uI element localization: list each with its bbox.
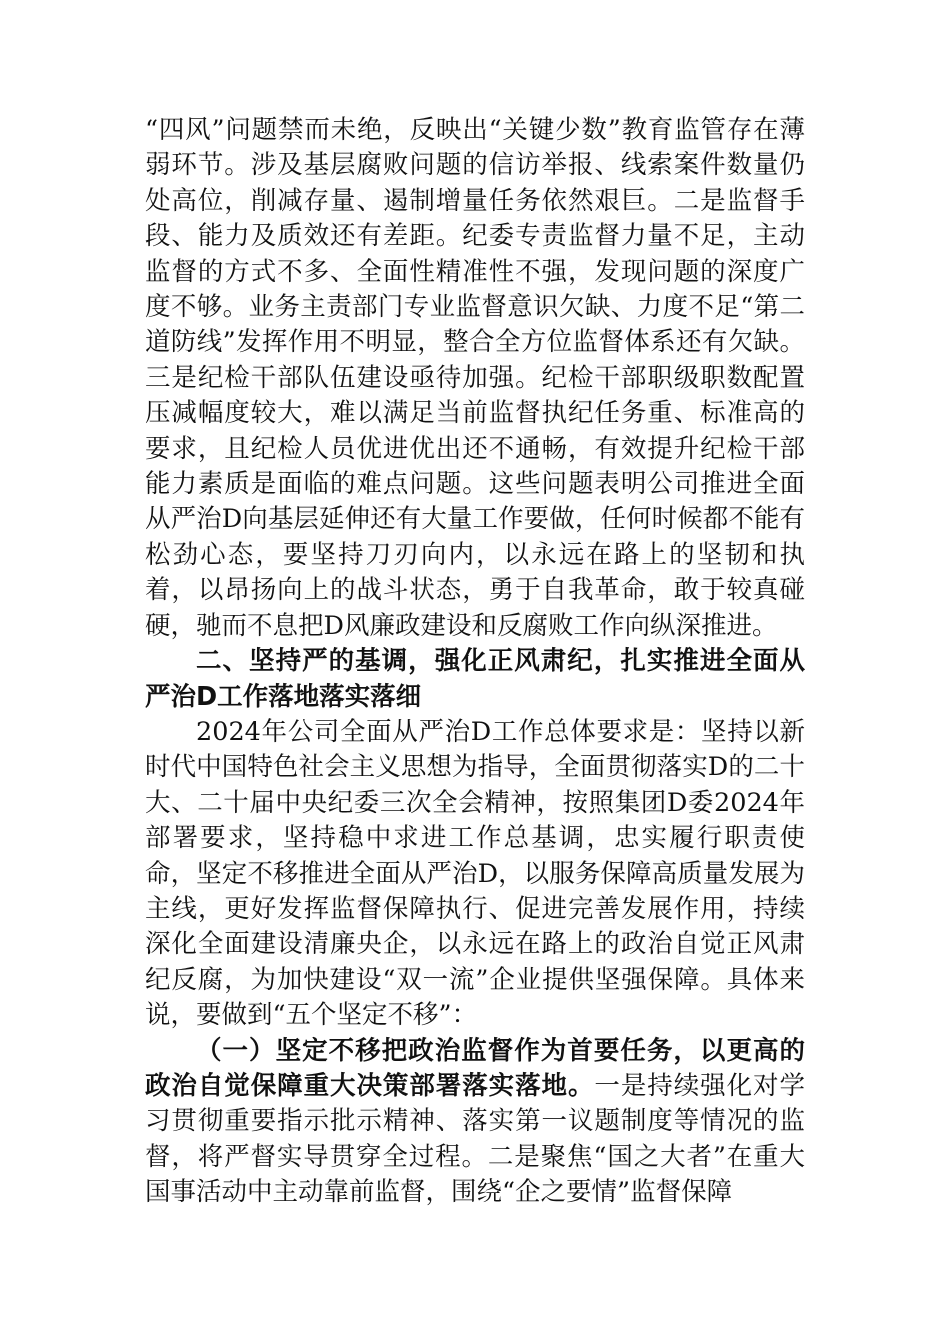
- body-paragraph: 2024年公司全面从严治D工作总体要求是：坚持以新时代中国特色社会主义思想为指导，全面贯彻落实D的二十大、二十届中央纪委三次全会精神，按照集团D委2024年部署要求，坚持稳中求进工作总基调，忠实履行职责使命，坚定不移推进全面从严治D，以服务保障高质量发展为主线，更好发挥监督保障执行、促进完善发展作用，持续深化全面建设清廉央企，以永远在路上的政治自觉正风肃纪反腐，为加快建设“双一流”企业提供坚强保障。具体来说，要做到“五个坚定不移”：: [145, 716, 805, 1031]
- subsection-lead: （一）坚定不移把政治监督作为首要任务，以更高的政治自觉保障重大决策部署落实落地。: [145, 1035, 805, 1101]
- document-body: [145, 113, 805, 1211]
- subsection-body: 一是持续强化对学习贯彻重要指示批示精神、落实第一议题制度等情况的监督，将严督实导贯穿全过程。二是聚焦“国之大者”在重大国事活动中主动靠前监督，围绕“企之要情”监督保障: [145, 1070, 805, 1208]
- body-paragraph: [145, 1034, 805, 1211]
- section-heading: 二、坚持严的基调，强化正风肃纪，扎实推进全面从严治D工作落地落实落细: [145, 646, 805, 712]
- body-paragraph: “四风”问题禁而未绝，反映出“关键少数”教育监管存在薄弱环节。涉及基层腐败问题的信访举报、线索案件数量仍处高位，削减存量、遏制增量任务依然艰巨。二是监督手段、能力及质效还有差距。纪委专责监督力量不足，主动监督的方式不多、全面性精准性不强，发现问题的深度广度不够。业务主责部门专业监督意识欠缺、力度不足“第二道防线”发挥作用不明显，整合全方位监督体系还有欠缺。三是纪检干部队伍建设亟待加强。纪检干部职级职数配置压减幅度较大，难以满足当前监督执纪任务重、标准高的要求，且纪检人员优进优出还不通畅，有效提升纪检干部能力素质是面临的难点问题。这些问题表明公司推进全面从严治D向基层延伸还有大量工作要做，任何时候都不能有松劲心态，要坚持刀刃向内，以永远在路上的坚韧和执着，以昂扬向上的战斗状态，勇于自我革命，敢于较真碰硬，驰而不息把D风廉政建设和反腐败工作向纵深推进。: [145, 115, 805, 641]
